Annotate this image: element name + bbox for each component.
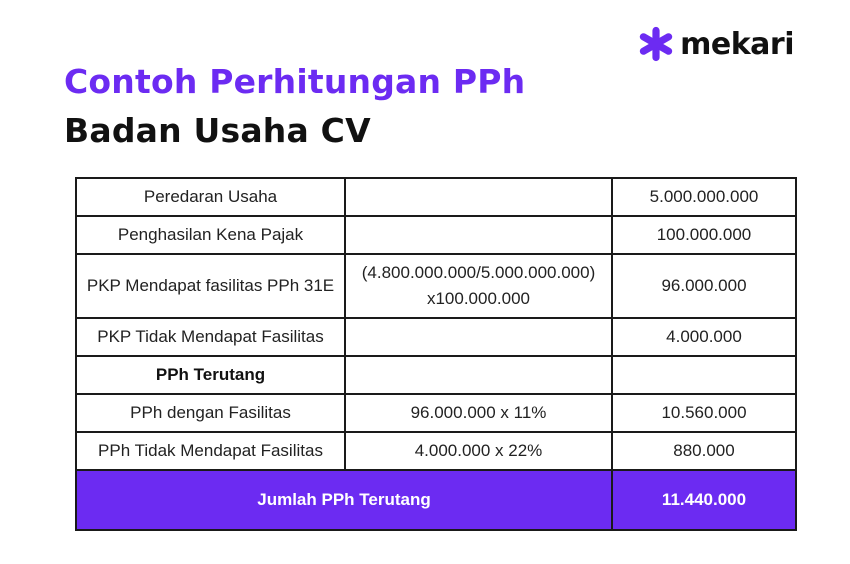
row-value <box>612 356 796 394</box>
row-value: 5.000.000.000 <box>612 178 796 216</box>
row-label: PPh Tidak Mendapat Fasilitas <box>76 432 345 470</box>
total-label: Jumlah PPh Terutang <box>76 470 612 530</box>
row-value: 100.000.000 <box>612 216 796 254</box>
row-value: 10.560.000 <box>612 394 796 432</box>
row-formula <box>345 216 612 254</box>
row-label: PKP Mendapat fasilitas PPh 31E <box>76 254 345 318</box>
table-row <box>76 432 796 470</box>
row-value: 880.000 <box>612 432 796 470</box>
row-label: PKP Tidak Mendapat Fasilitas <box>76 318 345 356</box>
row-formula <box>345 356 612 394</box>
total-value: 11.440.000 <box>612 470 796 530</box>
row-value: 96.000.000 <box>612 254 796 318</box>
table-row-total <box>76 470 796 530</box>
row-label: Penghasilan Kena Pajak <box>76 216 345 254</box>
row-formula <box>345 178 612 216</box>
brand-name: mekari <box>680 26 794 62</box>
table-row <box>76 394 796 432</box>
mekari-logo <box>638 26 794 62</box>
mekari-star-icon <box>638 26 674 62</box>
row-label: Peredaran Usaha <box>76 178 345 216</box>
row-formula: (4.800.000.000/5.000.000.000) x100.000.000 <box>345 254 612 318</box>
row-formula: 96.000.000 x 11% <box>345 394 612 432</box>
table-row-section-header <box>76 356 796 394</box>
row-formula <box>345 318 612 356</box>
page-title-line1: Contoh Perhitungan PPh <box>64 62 526 101</box>
section-header-label: PPh Terutang <box>76 356 345 394</box>
table-row <box>76 178 796 216</box>
table-row <box>76 254 796 318</box>
calculation-table <box>75 177 797 531</box>
row-value: 4.000.000 <box>612 318 796 356</box>
table-row <box>76 318 796 356</box>
table-row <box>76 216 796 254</box>
row-formula: 4.000.000 x 22% <box>345 432 612 470</box>
row-label: PPh dengan Fasilitas <box>76 394 345 432</box>
page-title-line2: Badan Usaha CV <box>64 111 371 150</box>
